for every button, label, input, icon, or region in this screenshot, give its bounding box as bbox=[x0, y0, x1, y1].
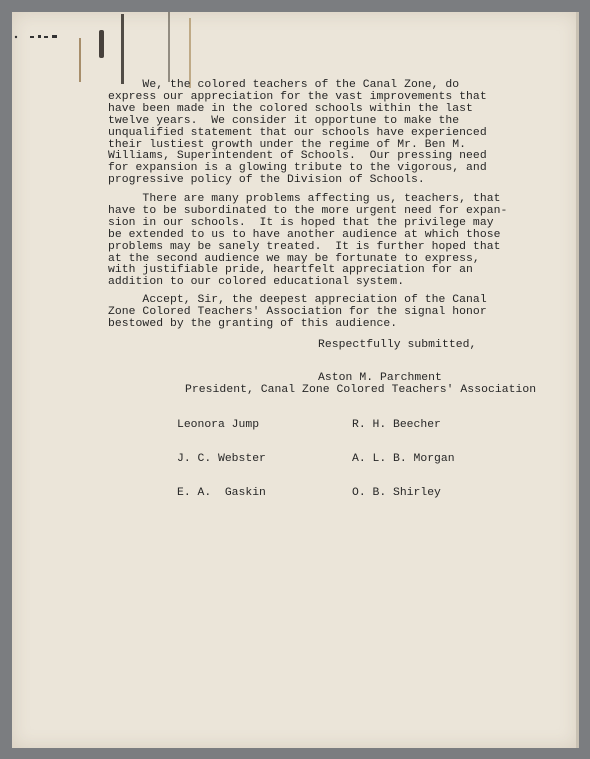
signatory-right-1: R. H. Beecher bbox=[352, 419, 441, 431]
paragraph-accept: Accept, Sir, the deepest appreciation of the Canal Zone Colored Teachers' Association for the signal honor bestowed by the granting of this audience. bbox=[108, 294, 487, 330]
signatory-left-2: J. C. Webster bbox=[177, 453, 266, 465]
paragraph-problems: There are many problems affecting us, teachers, that have to be subordinated to the more urgent need for expan- sion in our schools. It is hoped that the privilege may be extended to us to have another audience at which those problems may be sanely treated. It is further hoped that at the second audience we may be fortunate to express, with justifiable pride, heartfelt appreciation for an addition to our colored educational system. bbox=[108, 193, 508, 289]
closing-line: Respectfully submitted, bbox=[318, 339, 477, 351]
paragraph-appreciation: We, the colored teachers of the Canal Zone, do express our appreciation for the vast improvements that have been made in the colored schools within the last twelve years. We consider it opportune to make the unqualified statement that our schools have experienced their lustiest growth under the regime of Mr. Ben M. Williams, Superintendent of Schools. Our pressing need for expansion is a glowing tribute to the vigorous, and progressive policy of the Division of Schools. bbox=[108, 79, 487, 187]
signatory-right-2: A. L. B. Morgan bbox=[352, 453, 455, 465]
signatory-right-3: O. B. Shirley bbox=[352, 487, 441, 499]
signatory-left-1: Leonora Jump bbox=[177, 419, 260, 431]
signer-title: President, Canal Zone Colored Teachers' Association bbox=[185, 384, 537, 396]
signer-name: Aston M. Parchment bbox=[318, 372, 442, 384]
signatory-left-3: E. A. Gaskin bbox=[177, 487, 266, 499]
